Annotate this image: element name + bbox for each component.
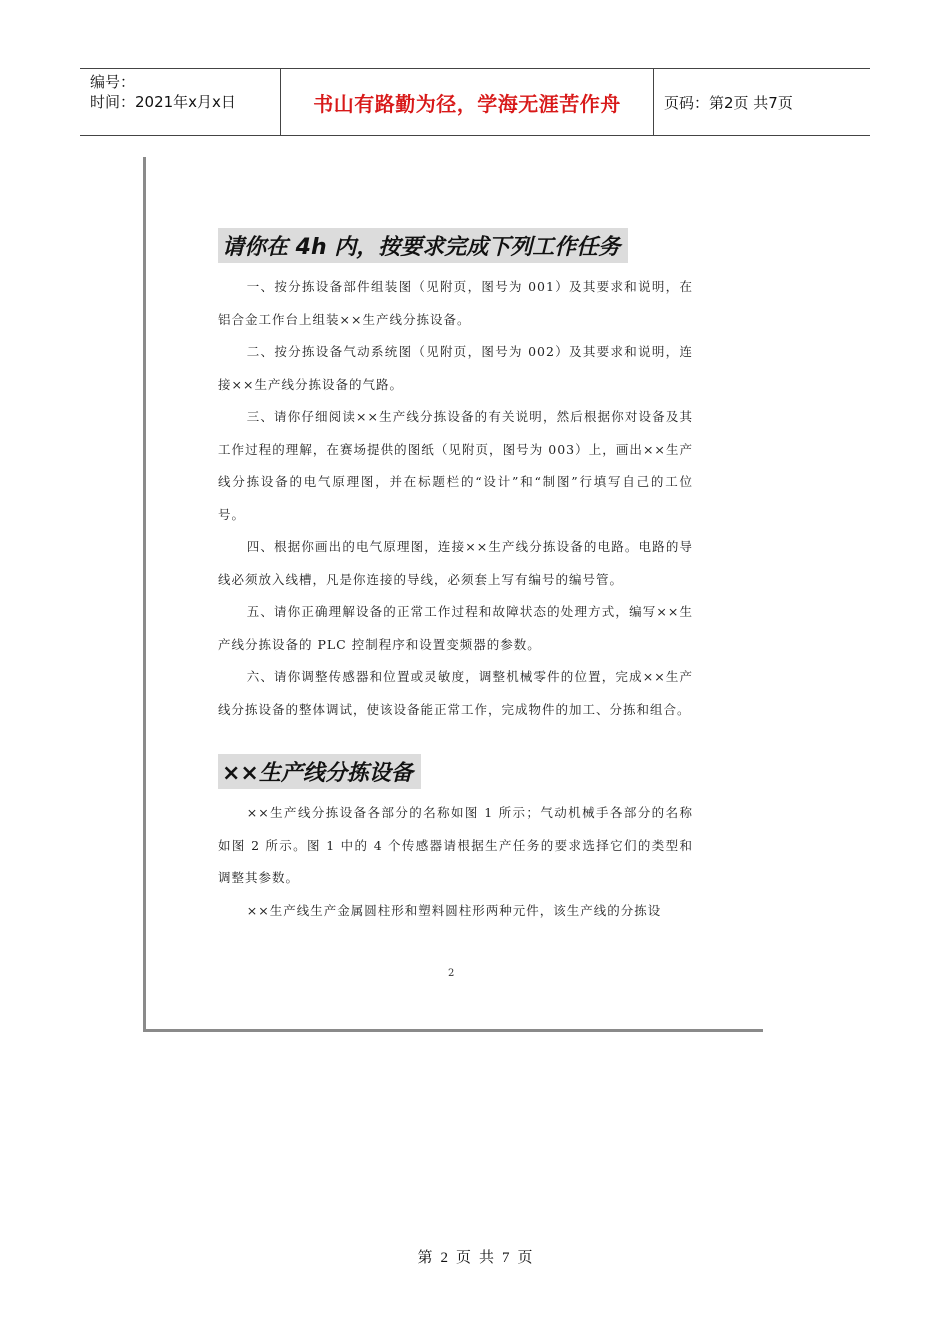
task-paragraph: 四、根据你画出的电气原理图，连接××生产线分拣设备的电路。电路的导线必须放入线槽，凡是你连接的导线，必须套上写有编号的编号管。 (218, 539, 693, 587)
task-paragraph: 一、按分拣设备部件组装图（见附页，图号为 001）及其要求和说明，在铝合金工作台上组装××生产线分拣设备。 (218, 279, 693, 327)
footer-total-pages: 7 (502, 1250, 510, 1266)
inner-page-number: 2 (448, 968, 455, 979)
task-paragraph: 五、请你正确理解设备的正常工作过程和故障状态的处理方式，编写××生产线分拣设备的 PLC 控制程序和设置变频器的参数。 (218, 604, 693, 652)
footer-text: 页 (455, 1250, 471, 1266)
equipment-paragraph: ××生产线分拣设备各部分的名称如图 1 所示；气动机械手各部分的名称如图 2 所示。图 1 中的 4 个传感器请根据生产任务的要求选择它们的类型和调整其参数。 (218, 805, 693, 885)
header-info-cell (80, 69, 281, 135)
footer-text: 共 (479, 1250, 495, 1266)
scan-frame-left-edge (143, 157, 146, 1032)
footer-text: 第 (417, 1250, 433, 1266)
document-number-label: 编号： (90, 73, 136, 91)
task-paragraph: 二、按分拣设备气动系统图（见附页，图号为 002）及其要求和说明，连接××生产线分拣设备的气路。 (218, 344, 693, 392)
equipment-paragraph: ××生产线生产金属圆柱形和塑料圆柱形两种元件，该生产线的分拣设 (246, 902, 662, 918)
section-title-equipment: ××生产线分拣设备 (218, 754, 421, 789)
document-date-label: 时间：2021年x月x日 (90, 93, 236, 111)
header-table (80, 68, 870, 136)
section-title-tasks: 请你在 4h 内，按要求完成下列工作任务 (218, 228, 628, 263)
task-paragraph: 三、请你仔细阅读××生产线分拣设备的有关说明，然后根据你对设备及其工作过程的理解，在赛场提供的图纸（见附页，图号为 003）上，画出××生产线分拣设备的电气原理图，并在标题栏的“设计”和“制图”行填写自己的工位号。 (218, 409, 693, 522)
task-paragraph: 六、请你调整传感器和位置或灵敏度，调整机械零件的位置，完成××生产线分拣设备的整体调试，使该设备能正常工作，完成物件的加工、分拣和组合。 (218, 669, 693, 717)
footer-page-count (0, 1246, 950, 1267)
header-motto: 书山有路勤为径，学海无涯苦作舟 (281, 69, 654, 135)
header-page-indicator: 页码：第2页 共7页 (664, 93, 793, 112)
scan-frame-bottom-edge (143, 1029, 763, 1032)
scanned-page-content (218, 228, 693, 927)
footer-text: 页 (517, 1250, 533, 1266)
footer-current-page: 2 (440, 1250, 448, 1266)
